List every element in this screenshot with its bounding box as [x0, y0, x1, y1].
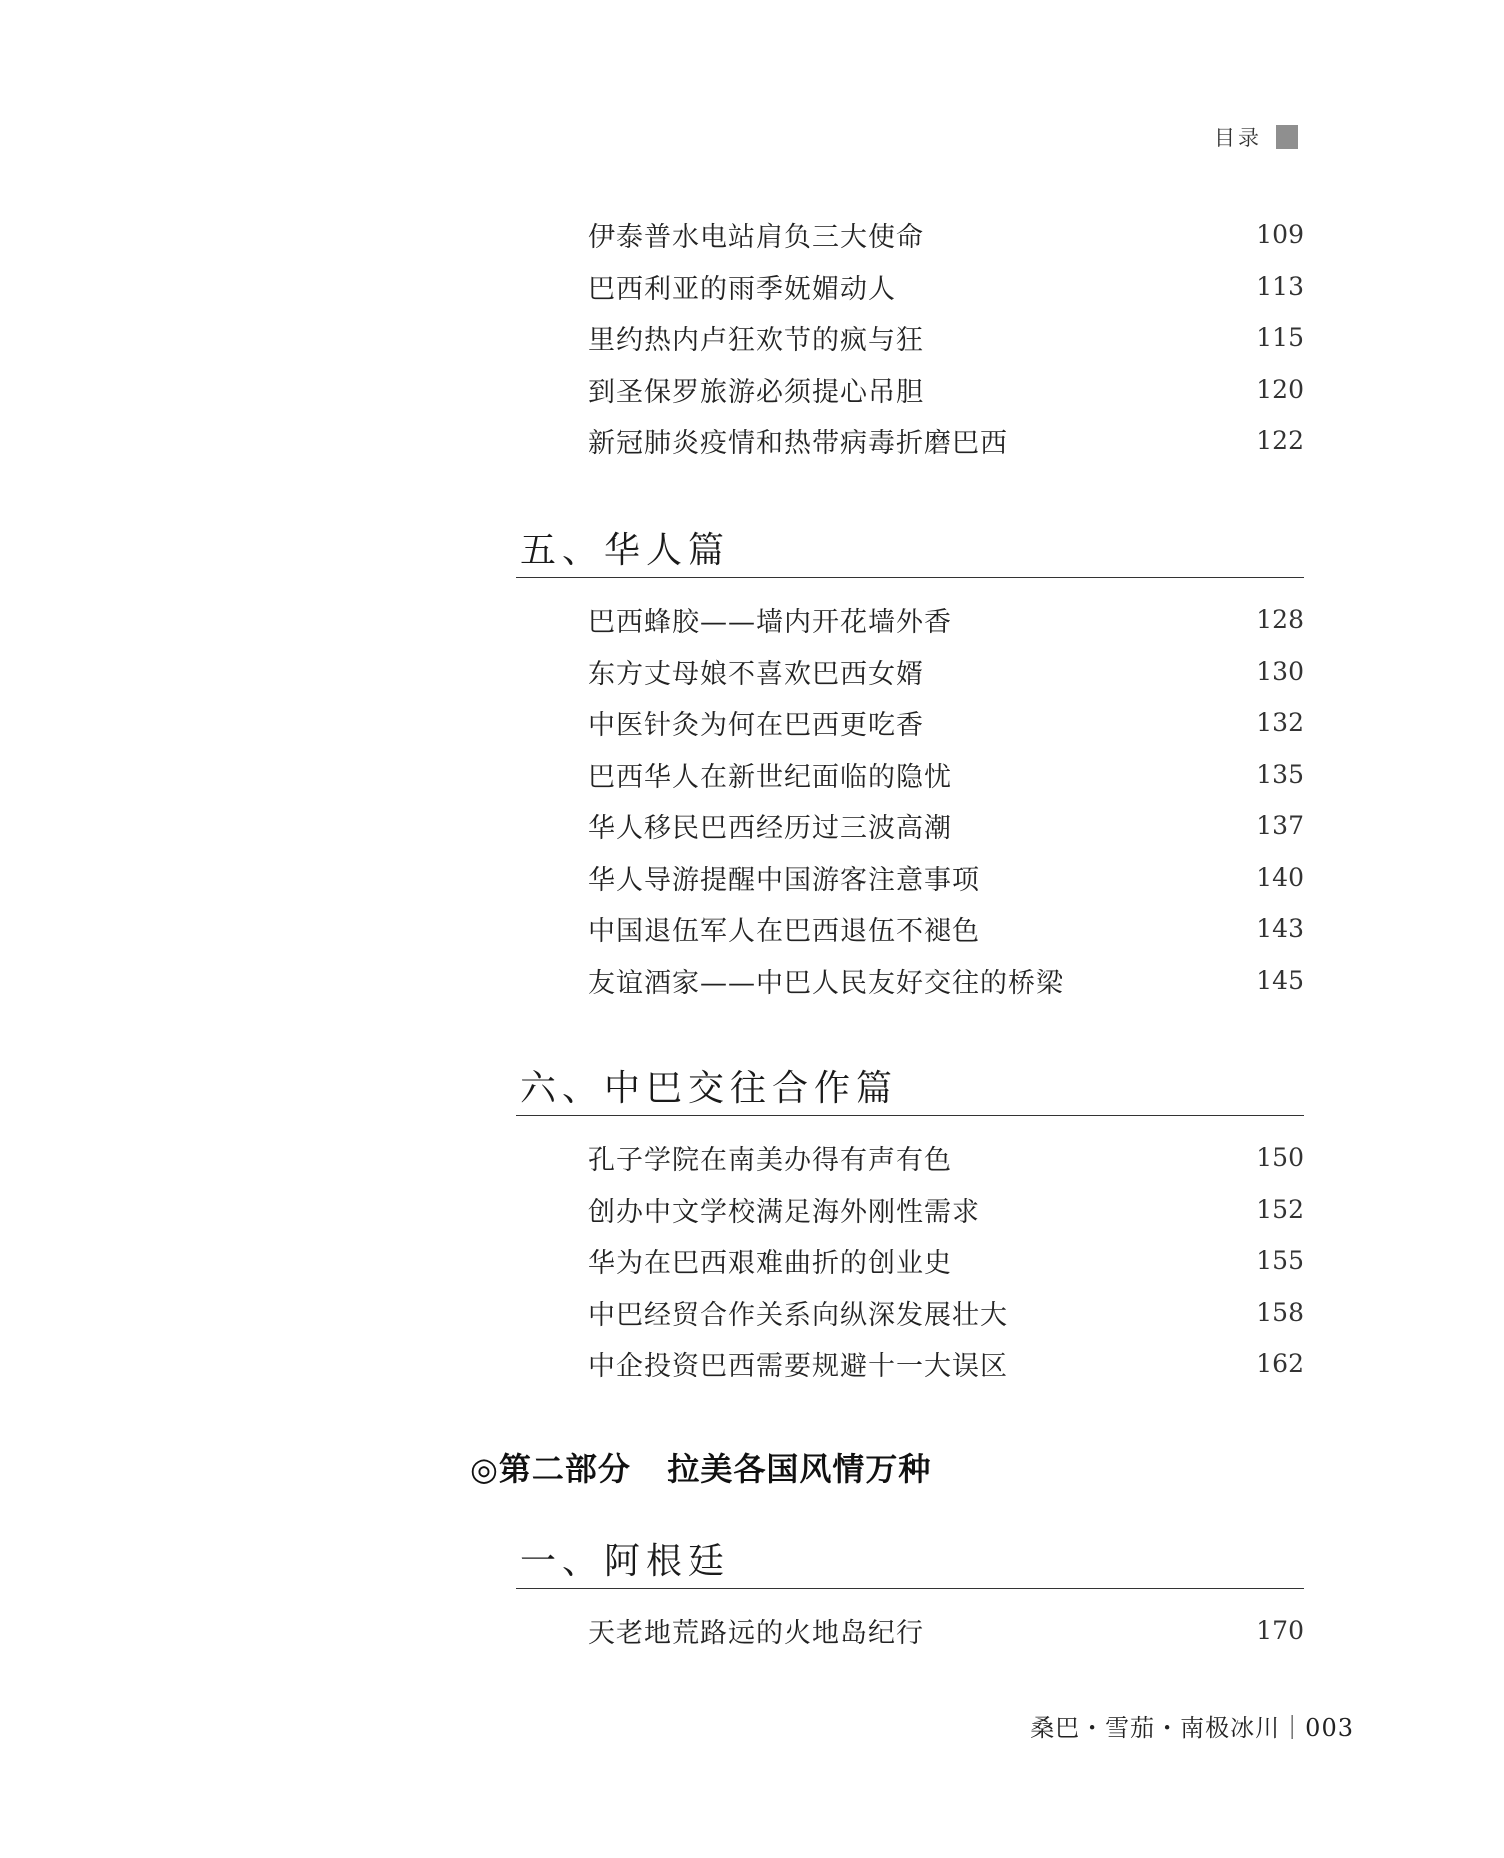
toc-entry[interactable]: 华人导游提醒中国游客注意事项 140	[588, 862, 1304, 896]
toc-entry[interactable]: 华为在巴西艰难曲折的创业史 155	[588, 1246, 1304, 1280]
running-head-label: 目录	[1214, 126, 1262, 150]
toc-entry[interactable]: 中巴经贸合作关系向纵深发展壮大 158	[588, 1297, 1304, 1331]
toc-entry[interactable]: 友谊酒家——中巴人民友好交往的桥梁 145	[588, 965, 1304, 999]
toc-entry[interactable]: 巴西利亚的雨季妩媚动人 113	[588, 271, 1304, 305]
toc-entry[interactable]: 里约热内卢狂欢节的疯与狂 115	[588, 323, 1304, 357]
toc-entry[interactable]: 东方丈母娘不喜欢巴西女婿 130	[588, 656, 1304, 690]
toc-section-5	[516, 522, 1304, 1006]
toc-entry[interactable]: 中医针灸为何在巴西更吃香 132	[588, 708, 1304, 742]
toc-section-argentina	[516, 1533, 1304, 1657]
toc-entry[interactable]: 华人移民巴西经历过三波高潮 137	[588, 811, 1304, 845]
toc-entry[interactable]: 巴西华人在新世纪面临的隐忧 135	[588, 759, 1304, 793]
toc-section-6	[516, 1060, 1304, 1390]
chapter-heading: 五、华人篇	[516, 522, 1304, 578]
toc-entry[interactable]: 新冠肺炎疫情和热带病毒折磨巴西 122	[588, 426, 1304, 460]
toc-entry[interactable]: 到圣保罗旅游必须提心吊胆 120	[588, 374, 1304, 408]
toc-section-continued	[516, 209, 1304, 467]
chapter-heading: 六、中巴交往合作篇	[516, 1060, 1304, 1116]
toc-entry[interactable]: 孔子学院在南美办得有声有色 150	[588, 1143, 1304, 1177]
chapter-heading: 一、阿根廷	[516, 1533, 1304, 1589]
page-footer: 桑巴・雪茄・南极冰川｜003	[1030, 1714, 1354, 1742]
toc-entry[interactable]: 巴西蜂胶——墙内开花墙外香 128	[588, 605, 1304, 639]
running-head	[1214, 122, 1298, 152]
toc-entry[interactable]: 中国退伍军人在巴西退伍不褪色 143	[588, 914, 1304, 948]
toc-entry[interactable]: 创办中文学校满足海外刚性需求 152	[588, 1194, 1304, 1228]
part-heading: ◎第二部分 拉美各国风情万种	[470, 1450, 932, 1488]
toc-entry[interactable]: 中企投资巴西需要规避十一大误区 162	[588, 1349, 1304, 1383]
running-head-marker	[1276, 125, 1298, 149]
toc-entry[interactable]: 天老地荒路远的火地岛纪行 170	[588, 1616, 1304, 1650]
toc-entry[interactable]: 伊泰普水电站肩负三大使命 109	[588, 220, 1304, 254]
